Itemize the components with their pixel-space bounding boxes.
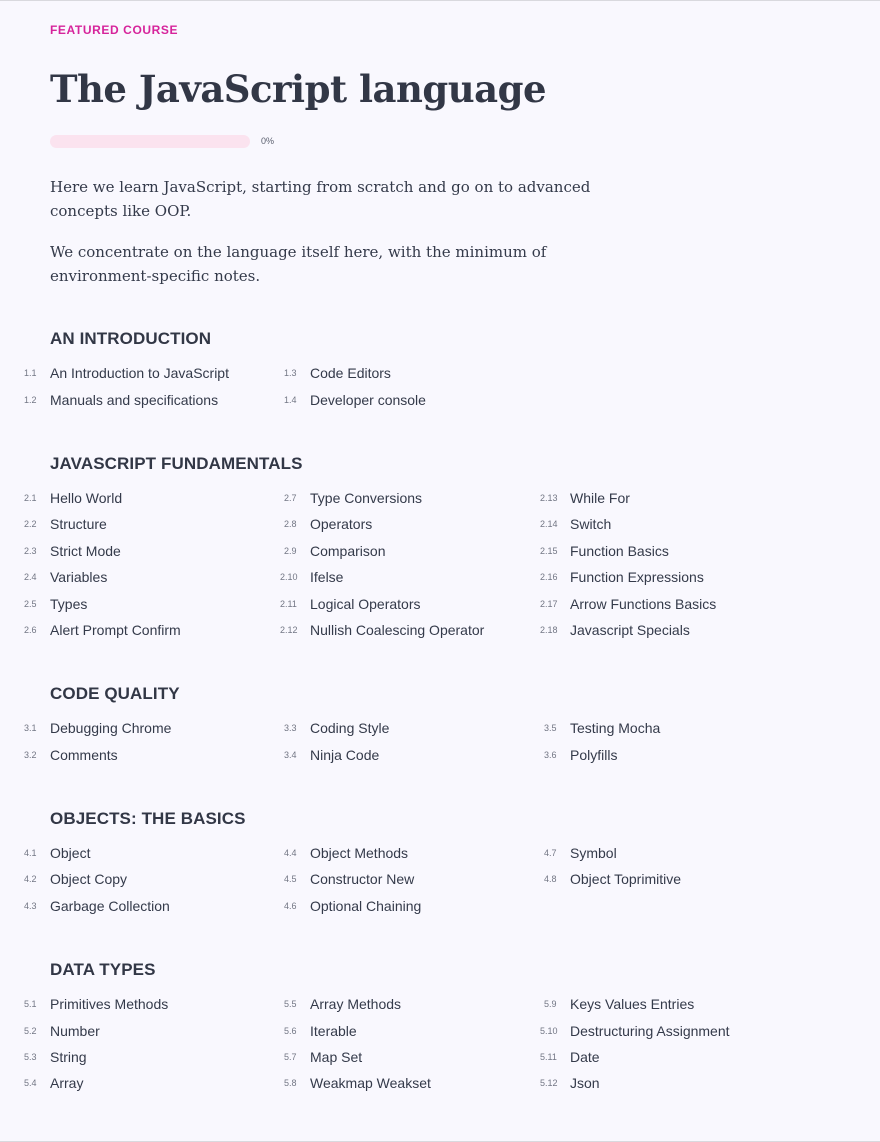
lesson-link[interactable] (540, 1017, 830, 1043)
course-progress (50, 133, 880, 149)
lesson-link[interactable] (24, 386, 310, 412)
lesson-link[interactable] (284, 1044, 570, 1070)
lesson-number: 2.7 (284, 492, 297, 503)
lesson-link[interactable] (24, 485, 310, 511)
lesson-columns (24, 991, 880, 1097)
lesson-number: 4.8 (544, 874, 557, 885)
lesson-column (24, 840, 310, 919)
lesson-link[interactable] (284, 742, 570, 768)
lesson-link[interactable] (24, 866, 310, 892)
lesson-column (284, 991, 570, 1097)
progress-bar (50, 135, 250, 148)
lesson-link[interactable] (24, 991, 310, 1017)
lesson-number: 2.18 (540, 624, 558, 635)
lesson-number: 5.12 (540, 1078, 558, 1089)
lesson-number: 2.5 (24, 598, 37, 609)
lesson-columns (24, 840, 880, 919)
lesson-number: 2.14 (540, 519, 558, 530)
lesson-number: 4.5 (284, 874, 297, 885)
lesson-title[interactable]: Array Methods (310, 996, 402, 1013)
lesson-link[interactable] (280, 617, 570, 643)
lesson-link[interactable] (24, 742, 310, 768)
lesson-title[interactable]: Developer console (310, 391, 426, 408)
lesson-link[interactable] (24, 360, 310, 386)
lesson-link[interactable] (24, 715, 310, 741)
lesson-title[interactable]: String (50, 1049, 87, 1066)
section-2 (24, 453, 880, 643)
lesson-title[interactable]: Destructuring Assignment (570, 1022, 730, 1039)
lesson-link[interactable] (24, 893, 310, 919)
featured-course-eyebrow: FEATURED COURSE (50, 23, 179, 37)
lesson-title[interactable]: Comments (50, 746, 118, 763)
lesson-column (24, 360, 310, 413)
lesson-title[interactable]: Ifelse (310, 569, 344, 586)
lesson-link[interactable] (284, 893, 570, 919)
lesson-number: 2.15 (540, 545, 558, 556)
lesson-number: 2.10 (280, 572, 298, 583)
lesson-number: 5.6 (284, 1025, 297, 1036)
lesson-link[interactable] (540, 538, 830, 564)
lesson-link[interactable] (284, 991, 570, 1017)
lesson-title[interactable]: Manuals and specifications (50, 391, 219, 408)
lesson-title[interactable]: Function Basics (570, 542, 669, 559)
lesson-number: 2.8 (284, 519, 297, 530)
lesson-number: 2.12 (280, 624, 298, 635)
lesson-title[interactable]: Object Copy (50, 871, 128, 888)
section-3 (24, 683, 880, 768)
lesson-link[interactable] (284, 840, 570, 866)
lesson-title[interactable]: Strict Mode (50, 542, 121, 559)
lesson-number: 1.1 (24, 368, 37, 379)
lesson-title[interactable]: Iterable (310, 1022, 357, 1039)
lesson-number: 3.2 (24, 749, 37, 760)
lesson-link[interactable] (540, 1070, 830, 1096)
lesson-title[interactable]: Function Expressions (570, 569, 704, 586)
lesson-link[interactable] (24, 1070, 310, 1096)
lesson-title[interactable]: Code Editors (310, 365, 391, 382)
lesson-column (24, 485, 310, 643)
lesson-number: 5.11 (540, 1052, 557, 1063)
lesson-title[interactable]: Array (50, 1075, 84, 1092)
lesson-title[interactable]: Polyfills (570, 746, 618, 763)
lesson-title[interactable]: Map Set (310, 1049, 363, 1066)
lesson-number: 5.7 (284, 1052, 297, 1063)
lesson-link[interactable] (24, 617, 310, 643)
lesson-number: 3.5 (544, 723, 557, 734)
course-sections (24, 328, 880, 1097)
lesson-link[interactable] (540, 590, 830, 616)
lesson-number: 3.6 (544, 749, 557, 760)
lesson-number: 2.6 (24, 624, 37, 635)
lesson-column (284, 840, 570, 919)
lesson-number: 2.3 (24, 545, 37, 556)
lesson-title[interactable]: Constructor New (310, 871, 415, 888)
lesson-link[interactable] (544, 840, 830, 866)
lesson-number: 2.9 (284, 545, 297, 556)
lesson-number: 4.2 (24, 874, 37, 885)
lesson-title[interactable]: Object Methods (310, 845, 409, 862)
lesson-link[interactable] (24, 840, 310, 866)
lesson-number: 5.10 (540, 1025, 558, 1036)
lesson-columns (24, 360, 880, 413)
lesson-number: 2.16 (540, 572, 558, 583)
lesson-link[interactable] (284, 1017, 570, 1043)
lesson-number: 2.4 (24, 572, 37, 583)
lesson-number: 2.17 (540, 598, 558, 609)
lesson-title[interactable]: While For (570, 489, 630, 506)
lesson-number: 1.3 (284, 368, 297, 379)
lesson-link[interactable] (544, 715, 830, 741)
lesson-number: 2.2 (24, 519, 37, 530)
course-description-1: Here we learn JavaScript, starting from scratch and go on to advanced concepts like OOP. (50, 178, 591, 220)
lesson-column (280, 485, 570, 643)
lesson-title[interactable]: Alert Prompt Confirm (50, 621, 181, 638)
lesson-title[interactable]: Variables (50, 569, 108, 586)
lesson-title[interactable]: Coding Style (310, 720, 390, 737)
lesson-link[interactable] (284, 715, 570, 741)
lesson-column (544, 715, 830, 768)
lesson-link[interactable] (24, 590, 310, 616)
lesson-link[interactable] (24, 1017, 310, 1043)
lesson-number: 3.1 (24, 723, 37, 734)
lesson-column (544, 840, 830, 919)
lesson-link[interactable] (544, 866, 830, 892)
lesson-number: 5.3 (24, 1052, 37, 1063)
lesson-number: 5.2 (24, 1025, 37, 1036)
lesson-title[interactable]: Javascript Specials (570, 621, 690, 638)
lesson-title[interactable]: Debugging Chrome (50, 720, 172, 737)
lesson-title[interactable]: Json (570, 1075, 600, 1092)
course-page (0, 1, 880, 1097)
lesson-number: 5.1 (24, 999, 37, 1010)
lesson-link[interactable] (280, 564, 570, 590)
lesson-number: 2.1 (24, 492, 37, 503)
lesson-link[interactable] (24, 564, 310, 590)
lesson-link[interactable] (284, 1070, 570, 1096)
lesson-title[interactable]: Primitives Methods (50, 996, 169, 1013)
lesson-link[interactable] (540, 1044, 830, 1070)
lesson-link[interactable] (540, 564, 830, 590)
lesson-column (284, 715, 570, 768)
lesson-title[interactable]: Object Toprimitive (570, 871, 682, 888)
lesson-link[interactable] (280, 590, 570, 616)
lesson-columns (24, 715, 880, 768)
lesson-number: 2.11 (280, 598, 297, 609)
lesson-number: 1.4 (284, 394, 297, 405)
lesson-link[interactable] (540, 511, 830, 537)
lesson-number: 4.4 (284, 848, 297, 859)
course-description-2: We concentrate on the language itself here, with the minimum of environment-specific notes. (50, 243, 547, 285)
lesson-title[interactable]: Ninja Code (310, 746, 380, 763)
lesson-title[interactable]: Operators (310, 516, 373, 533)
lesson-number: 2.13 (540, 492, 558, 503)
lesson-number: 5.8 (284, 1078, 297, 1089)
lesson-number: 5.9 (544, 999, 557, 1010)
section-1 (24, 328, 880, 413)
section-title: OBJECTS: THE BASICS (50, 808, 246, 828)
lesson-title[interactable]: Optional Chaining (310, 897, 422, 914)
lesson-column (540, 485, 830, 643)
lesson-link[interactable] (284, 511, 570, 537)
lesson-link[interactable] (284, 538, 570, 564)
lesson-link[interactable] (284, 386, 570, 412)
lesson-title[interactable]: Type Conversions (310, 489, 423, 506)
lesson-number: 4.1 (24, 848, 37, 859)
section-4 (24, 808, 880, 919)
section-title: AN INTRODUCTION (50, 329, 212, 348)
lesson-column (24, 715, 310, 768)
lesson-title[interactable]: Keys Values Entries (570, 996, 695, 1013)
lesson-title[interactable]: Object (50, 845, 91, 862)
section-5 (24, 959, 880, 1097)
lesson-title[interactable]: Logical Operators (310, 595, 421, 612)
lesson-number: 3.4 (284, 749, 297, 760)
lesson-title[interactable]: Number (50, 1022, 100, 1039)
lesson-columns (24, 485, 880, 643)
lesson-title[interactable]: An Introduction to JavaScript (50, 365, 229, 382)
section-title: JAVASCRIPT FUNDAMENTALS (50, 453, 303, 473)
lesson-number: 4.6 (284, 900, 297, 911)
lesson-title[interactable]: Testing Mocha (570, 720, 661, 737)
lesson-number: 3.3 (284, 723, 297, 734)
lesson-number: 5.5 (284, 999, 297, 1010)
lesson-link[interactable] (284, 866, 570, 892)
lesson-number: 4.3 (24, 900, 37, 911)
lesson-title[interactable]: Nullish Coalescing Operator (310, 621, 485, 638)
lesson-title[interactable]: Weakmap Weakset (310, 1075, 431, 1092)
lesson-title[interactable]: Symbol (570, 845, 617, 862)
lesson-title[interactable]: Arrow Functions Basics (570, 595, 717, 612)
lesson-link[interactable] (540, 485, 830, 511)
lesson-link[interactable] (284, 485, 570, 511)
lesson-title[interactable]: Comparison (310, 542, 386, 559)
lesson-title[interactable]: Garbage Collection (50, 897, 170, 914)
lesson-link[interactable] (24, 538, 310, 564)
lesson-column (24, 991, 310, 1097)
lesson-number: 1.2 (24, 394, 37, 405)
lesson-title[interactable]: Switch (570, 516, 612, 533)
lesson-column (540, 991, 830, 1097)
lesson-title[interactable]: Date (570, 1049, 600, 1066)
lesson-link[interactable] (544, 742, 830, 768)
lesson-link[interactable] (24, 1044, 310, 1070)
lesson-link[interactable] (284, 360, 570, 386)
lesson-title[interactable]: Types (50, 595, 88, 612)
section-title: DATA TYPES (50, 960, 156, 980)
lesson-number: 5.4 (24, 1078, 37, 1089)
lesson-title[interactable]: Structure (50, 516, 107, 533)
lesson-link[interactable] (24, 511, 310, 537)
page-title: The JavaScript language (50, 67, 547, 111)
lesson-column (284, 360, 570, 413)
lesson-title[interactable]: Hello World (50, 489, 123, 506)
lesson-link[interactable] (540, 617, 830, 643)
progress-percent: 0% (261, 136, 275, 146)
lesson-link[interactable] (544, 991, 830, 1017)
section-title: CODE QUALITY (50, 684, 180, 704)
lesson-number: 4.7 (544, 848, 557, 859)
